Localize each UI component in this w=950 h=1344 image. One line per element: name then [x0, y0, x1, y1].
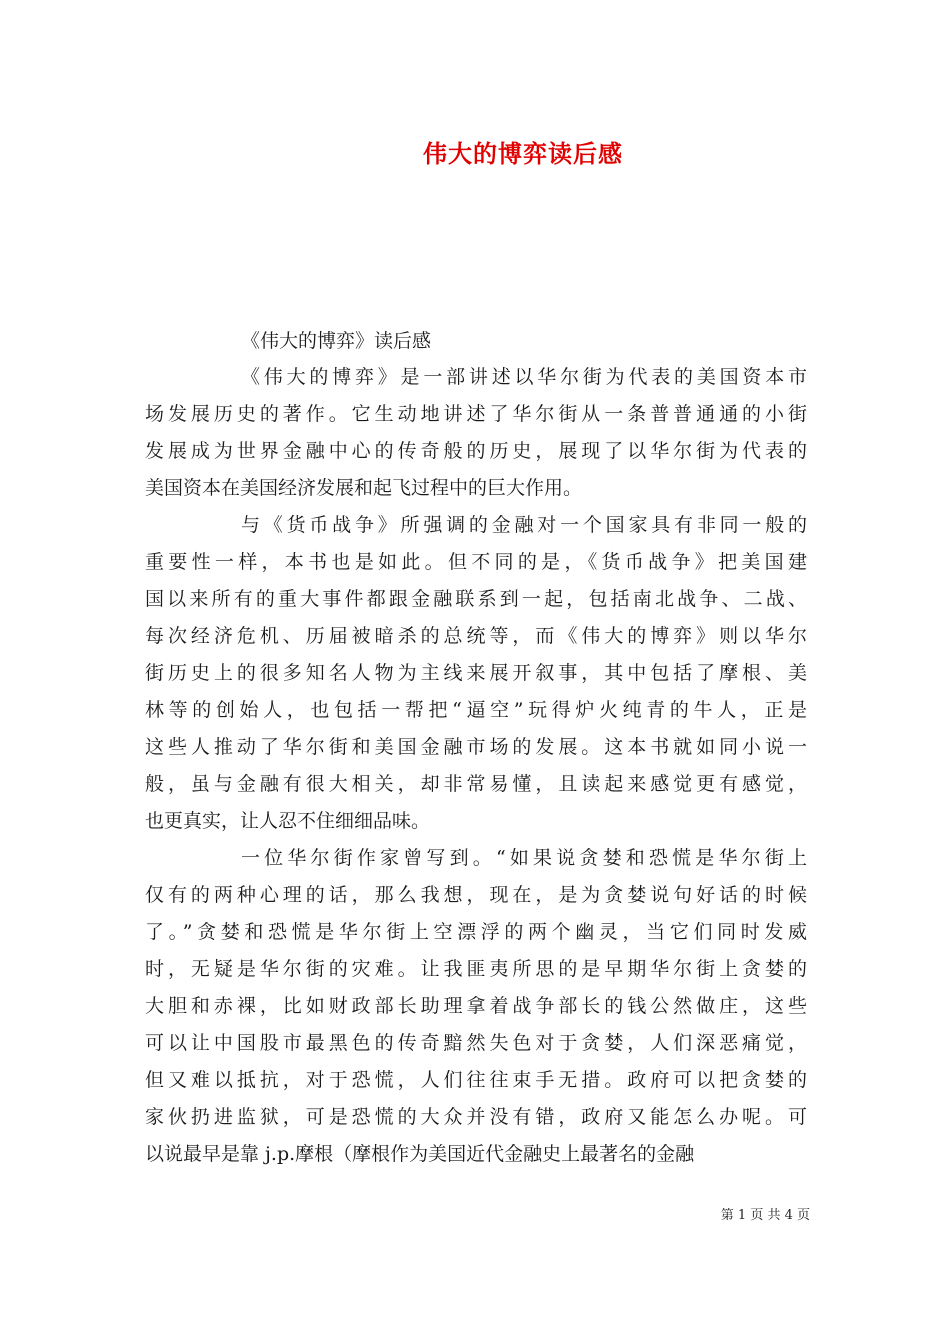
paragraph-3: [145, 840, 807, 1173]
paragraph-line: 了。”贪婪和恐慌是华尔街上空漂浮的两个幽灵，当它们同时发威: [145, 921, 807, 943]
paragraph-2: [145, 507, 807, 840]
paragraph-line: 可以让中国股市最黑色的传奇黯然失色对于贪婪，人们深恶痛觉，: [145, 1032, 807, 1054]
paragraph-line: 林等的创始人，也包括一帮把“逼空”玩得炉火纯青的牛人，正是: [145, 699, 807, 721]
paragraph-line: 以说最早是靠 j.p.摩根（摩根作为美国近代金融史上最著名的金融: [145, 1143, 695, 1165]
page-number-footer: 第 1 页 共 4 页: [720, 1208, 810, 1223]
paragraph-line: 美国资本在美国经济发展和起飞过程中的巨大作用。: [145, 477, 583, 499]
paragraph-1: [145, 359, 807, 507]
paragraph-line: 发展成为世界金融中心的传奇般的历史，展现了以华尔街为代表的: [145, 440, 807, 462]
page-title: 伟大的博弈读后感: [423, 139, 623, 168]
paragraph-line: 重要性一样，本书也是如此。但不同的是，《货币战争》把美国建: [145, 551, 807, 573]
paragraph-line: 与《货币战争》所强调的金融对一个国家具有非同一般的: [241, 514, 807, 536]
paragraph-line: 但又难以抵抗，对于恐慌，人们往往束手无措。政府可以把贪婪的: [145, 1069, 807, 1091]
paragraph-line: 场发展历史的著作。它生动地讲述了华尔街从一条普普通通的小街: [145, 403, 807, 425]
document-subtitle: 《伟大的博弈》读后感: [241, 330, 432, 352]
paragraph-line: 《伟大的博弈》是一部讲述以华尔街为代表的美国资本市: [241, 366, 807, 388]
paragraph-line: 街历史上的很多知名人物为主线来展开叙事，其中包括了摩根、美: [145, 662, 807, 684]
paragraph-line: 国以来所有的重大事件都跟金融联系到一起，包括南北战争、二战、: [145, 588, 807, 610]
document-body: [145, 324, 807, 1173]
paragraph-line: 时，无疑是华尔街的灾难。让我匪夷所思的是早期华尔街上贪婪的: [145, 958, 807, 980]
paragraph-line: 仅有的两种心理的话，那么我想，现在，是为贪婪说句好话的时候: [145, 884, 807, 906]
paragraph-line: 每次经济危机、历届被暗杀的总统等，而《伟大的博弈》则以华尔: [145, 625, 807, 647]
paragraph-line: 也更真实，让人忍不住细细品味。: [145, 810, 431, 832]
paragraph-line: 大胆和赤裸，比如财政部长助理拿着战争部长的钱公然做庄，这些: [145, 995, 807, 1017]
paragraph-line: 一位华尔街作家曾写到。“如果说贪婪和恐慌是华尔街上: [241, 847, 807, 869]
paragraph-line: 般，虽与金融有很大相关，却非常易懂，且读起来感觉更有感觉，: [145, 773, 807, 795]
paragraph-line: 这些人推动了华尔街和美国金融市场的发展。这本书就如同小说一: [145, 736, 807, 758]
paragraph-line: 家伙扔进监狱，可是恐慌的大众并没有错，政府又能怎么办呢。可: [145, 1106, 807, 1128]
